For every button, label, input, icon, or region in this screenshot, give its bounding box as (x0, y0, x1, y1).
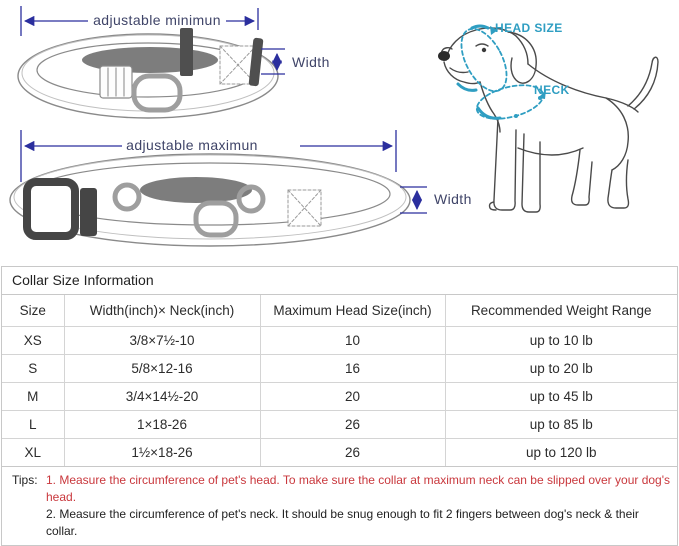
width-label-large: Width (434, 191, 472, 207)
collar-pad (140, 177, 252, 203)
tip-line-1: 1. Measure the circumference of pet's head. To make sure the collar at maximum neck can be slipped over your dog's head. (46, 473, 671, 504)
size-table (2, 295, 677, 466)
cell-head: 16 (260, 355, 445, 383)
neck-label: NECK (534, 83, 570, 97)
table-row (2, 439, 677, 467)
dog-nose (438, 51, 450, 61)
adjustable-maximum-label: adjustable maximun (126, 137, 258, 153)
cell-size: XL (2, 439, 64, 467)
cell-head: 20 (260, 383, 445, 411)
buckle (27, 182, 75, 236)
dog-eye (482, 48, 486, 52)
cell-width-neck: 3/4×14½-20 (64, 383, 260, 411)
stitch-box (288, 190, 321, 226)
cell-head: 26 (260, 411, 445, 439)
cell-width-neck: 5/8×12-16 (64, 355, 260, 383)
table-header-row (2, 295, 677, 327)
table-row (2, 355, 677, 383)
table-row (2, 411, 677, 439)
cell-width-neck: 3/8×7½-10 (64, 327, 260, 355)
cell-size: S (2, 355, 64, 383)
tips-label: Tips: (12, 473, 38, 487)
adjustable-minimum-label: adjustable minimun (93, 12, 221, 28)
cell-weight: up to 85 lb (445, 411, 677, 439)
diagram-canvas (0, 0, 679, 265)
cell-weight: up to 10 lb (445, 327, 677, 355)
tip-line-2: 2. Measure the circumference of pet's neck. It should be snug enough to fit 2 fingers between dog's neck & their collar. (46, 507, 639, 538)
head-size-label: HEAD SIZE (495, 21, 563, 35)
collar-minimum-drawing (18, 28, 278, 118)
table-row (2, 327, 677, 355)
width-label-small: Width (292, 54, 330, 70)
col-header-width-neck: Width(inch)× Neck(inch) (64, 295, 260, 327)
cell-width-neck: 1×18-26 (64, 411, 260, 439)
dog-drawing (438, 22, 658, 212)
panel-title: Collar Size Information (2, 267, 677, 295)
col-header-head-size: Maximum Head Size(inch) (260, 295, 445, 327)
measure-loops (452, 22, 546, 125)
buckle-clip (180, 28, 193, 76)
cell-weight: up to 120 lb (445, 439, 677, 467)
cell-width-neck: 1½×18-26 (64, 439, 260, 467)
cell-head: 26 (260, 439, 445, 467)
cell-weight: up to 45 lb (445, 383, 677, 411)
cell-size: L (2, 411, 64, 439)
cell-weight: up to 20 lb (445, 355, 677, 383)
cell-size: M (2, 383, 64, 411)
col-header-size: Size (2, 295, 64, 327)
cell-size: XS (23, 333, 42, 348)
col-header-weight: Recommended Weight Range (445, 295, 677, 327)
collar-maximum-drawing (10, 154, 410, 246)
table-row (2, 383, 677, 411)
size-info-panel (1, 266, 678, 546)
cell-head: 10 (260, 327, 445, 355)
buckle-keeper (80, 188, 97, 236)
tips-section (2, 466, 677, 545)
